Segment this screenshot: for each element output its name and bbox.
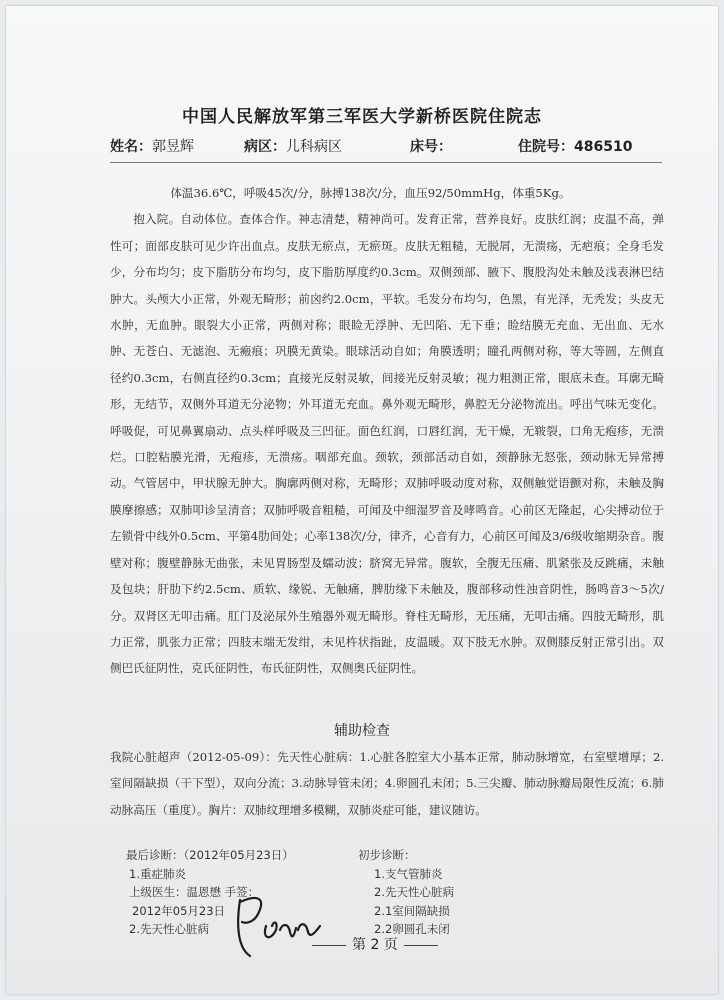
page-number: 第 2 页 (352, 937, 398, 953)
initial-diagnosis-item: 1.支气管肺炎 (374, 866, 443, 881)
handwritten-signature (228, 886, 328, 966)
aux-exam-text: 我院心脏超声（2012-05-09）：先天性心脏病：1.心脏各腔室大小基本正常，肺动脉增宽，右室壁增厚；2.室间隔缺损（干下型），双向分流；3.动脉导管未闭；4.卵圆孔未闭；5.三尖瓣、肺动脉瓣局限性反流；6.肺动脉高压（重度）。胸片：双肺纹理增多模糊，双肺炎症可能，建议随访。 (110, 750, 664, 817)
initial-diagnosis-item: 2.2卵圆孔未闭 (374, 922, 450, 936)
initial-diagnosis-item: 2.先天性心脏病 (374, 885, 454, 899)
initial-diagnosis-item: 2.1室间隔缺损 (374, 903, 450, 918)
initial-diagnosis-label: 初步诊断： (358, 848, 416, 862)
ward-label: 病区： (244, 139, 286, 155)
footer-dash-left (312, 945, 346, 946)
ward-value: 儿科病区 (286, 139, 342, 155)
inpatient-value: 486510 (574, 139, 633, 155)
sign-date: 2012年05月23日 (132, 903, 226, 918)
name-value: 郭昱辉 (152, 139, 194, 155)
header-divider (110, 162, 662, 163)
inpatient-number (518, 136, 632, 156)
supervisor-line: 上级医生：温恩懋 手签： (129, 885, 260, 899)
ward (244, 136, 342, 156)
bed-label: 床号： (410, 139, 452, 155)
exam-paragraph: 抱入院。自动体位。查体合作。神志清楚，精神尚可。发育正常，营养良好。皮肤红润；皮温不高，弹性可；面部皮肤可见少许出血点。皮肤无瘀点，无瘀斑。皮肤无粗糙，无脱屑，无溃疡，无疤痕；全身毛发少，分布均匀；皮下脂肪分布均匀，皮下脂肪厚度约0.3cm。双侧颈部、腋下、腹股沟处未触及浅表淋巴结肿大。头颅大小正常，外观无畸形；前囟约2.0cm，平软。毛发分布均匀，色黑，有光泽，无秃发；头皮无水肿，无血肿。眼裂大小正常，两侧对称；眼睑无浮肿、无凹陷、无下垂；睑结膜无充血、无出血、无水肿、无苍白、无滤泡、无瘢痕；巩膜无黄染。眼球活动自如；角膜透明；瞳孔两侧对称，等大等圆，左侧直径约0.3cm，右侧直径约0.3cm；直接光反射灵敏，间接光反射灵敏；视力粗测正常，眼底未查。耳廓无畸形，无结节，双侧外耳道无分泌物；外耳道无充血。鼻外观无畸形，鼻腔无分泌物流出。呼出气味无变化。呼吸促，可见鼻翼扇动、点头样呼吸及三凹征。面色红润，口唇红润，无干燥，无皲裂，口角无疱疹，无溃烂。口腔粘膜光滑，无疱疹，无溃疡。咽部充血。颈软，颈部活动自如，颈静脉无怒张，颈动脉无异常搏动。气管居中，甲状腺无肿大。胸廓两侧对称，无畸形；双肺呼吸动度对称，双侧触觉语颤对称，未触及胸膜摩擦感；双肺叩诊呈清音；双肺呼吸音粗糙，可闻及中细湿罗音及哮鸣音。心前区无隆起，心尖搏动位于左锁骨中线外0.5cm、平第4肋间处；心率138次/分，律齐，心音有力，心前区可闻及3/6级收缩期杂音。腹壁对称；腹壁静脉无曲张，未见胃肠型及蠕动波；脐窝无异常。腹软，全腹无压痛、肌紧张及反跳痛，未触及包块；肝肋下约2.5cm、质软、缘锐、无触痛，脾肋缘下未触及，腹部移动性浊音阴性，肠鸣音3～5次/分。双肾区无叩击痛。肛门及泌尿外生殖器外观无畸形。脊柱无畸形，无压痛，无叩击痛。四肢无畸形，肌力正常，肌张力正常；四肢末端无发绀，未见杵状指趾，皮温暖。双下肢无水肿。双侧膝反射正常引出。双侧巴氏征阴性，克氏征阴性，布氏征阴性，双侧奥氏征阴性。 (110, 212, 664, 676)
bed-number (410, 136, 452, 156)
aux-exam-title: 辅助检查 (334, 723, 390, 739)
vitals-line: 体温36.6℃，呼吸45次/分，脉搏138次/分，血压92/50mmHg，体重5Kg。 (170, 186, 571, 200)
document-title: 中国人民解放军第三军医大学新桥医院住院志 (182, 107, 542, 127)
aux-exam-section (110, 744, 664, 823)
final-diagnosis-label: 最后诊断：（2012年05月23日） (126, 848, 294, 862)
final-diagnosis-item: 1.重症肺炎 (129, 866, 186, 881)
name-label: 姓名： (110, 139, 152, 155)
final-diagnosis-item: 2.先天性心脏病 (129, 922, 209, 936)
inpatient-label: 住院号： (518, 139, 574, 155)
footer-dash-right (404, 945, 438, 946)
initial-diagnosis (358, 846, 454, 939)
page-footer (306, 934, 444, 954)
physical-exam-section (110, 180, 664, 682)
patient-name (110, 136, 194, 156)
document-page (6, 6, 718, 994)
